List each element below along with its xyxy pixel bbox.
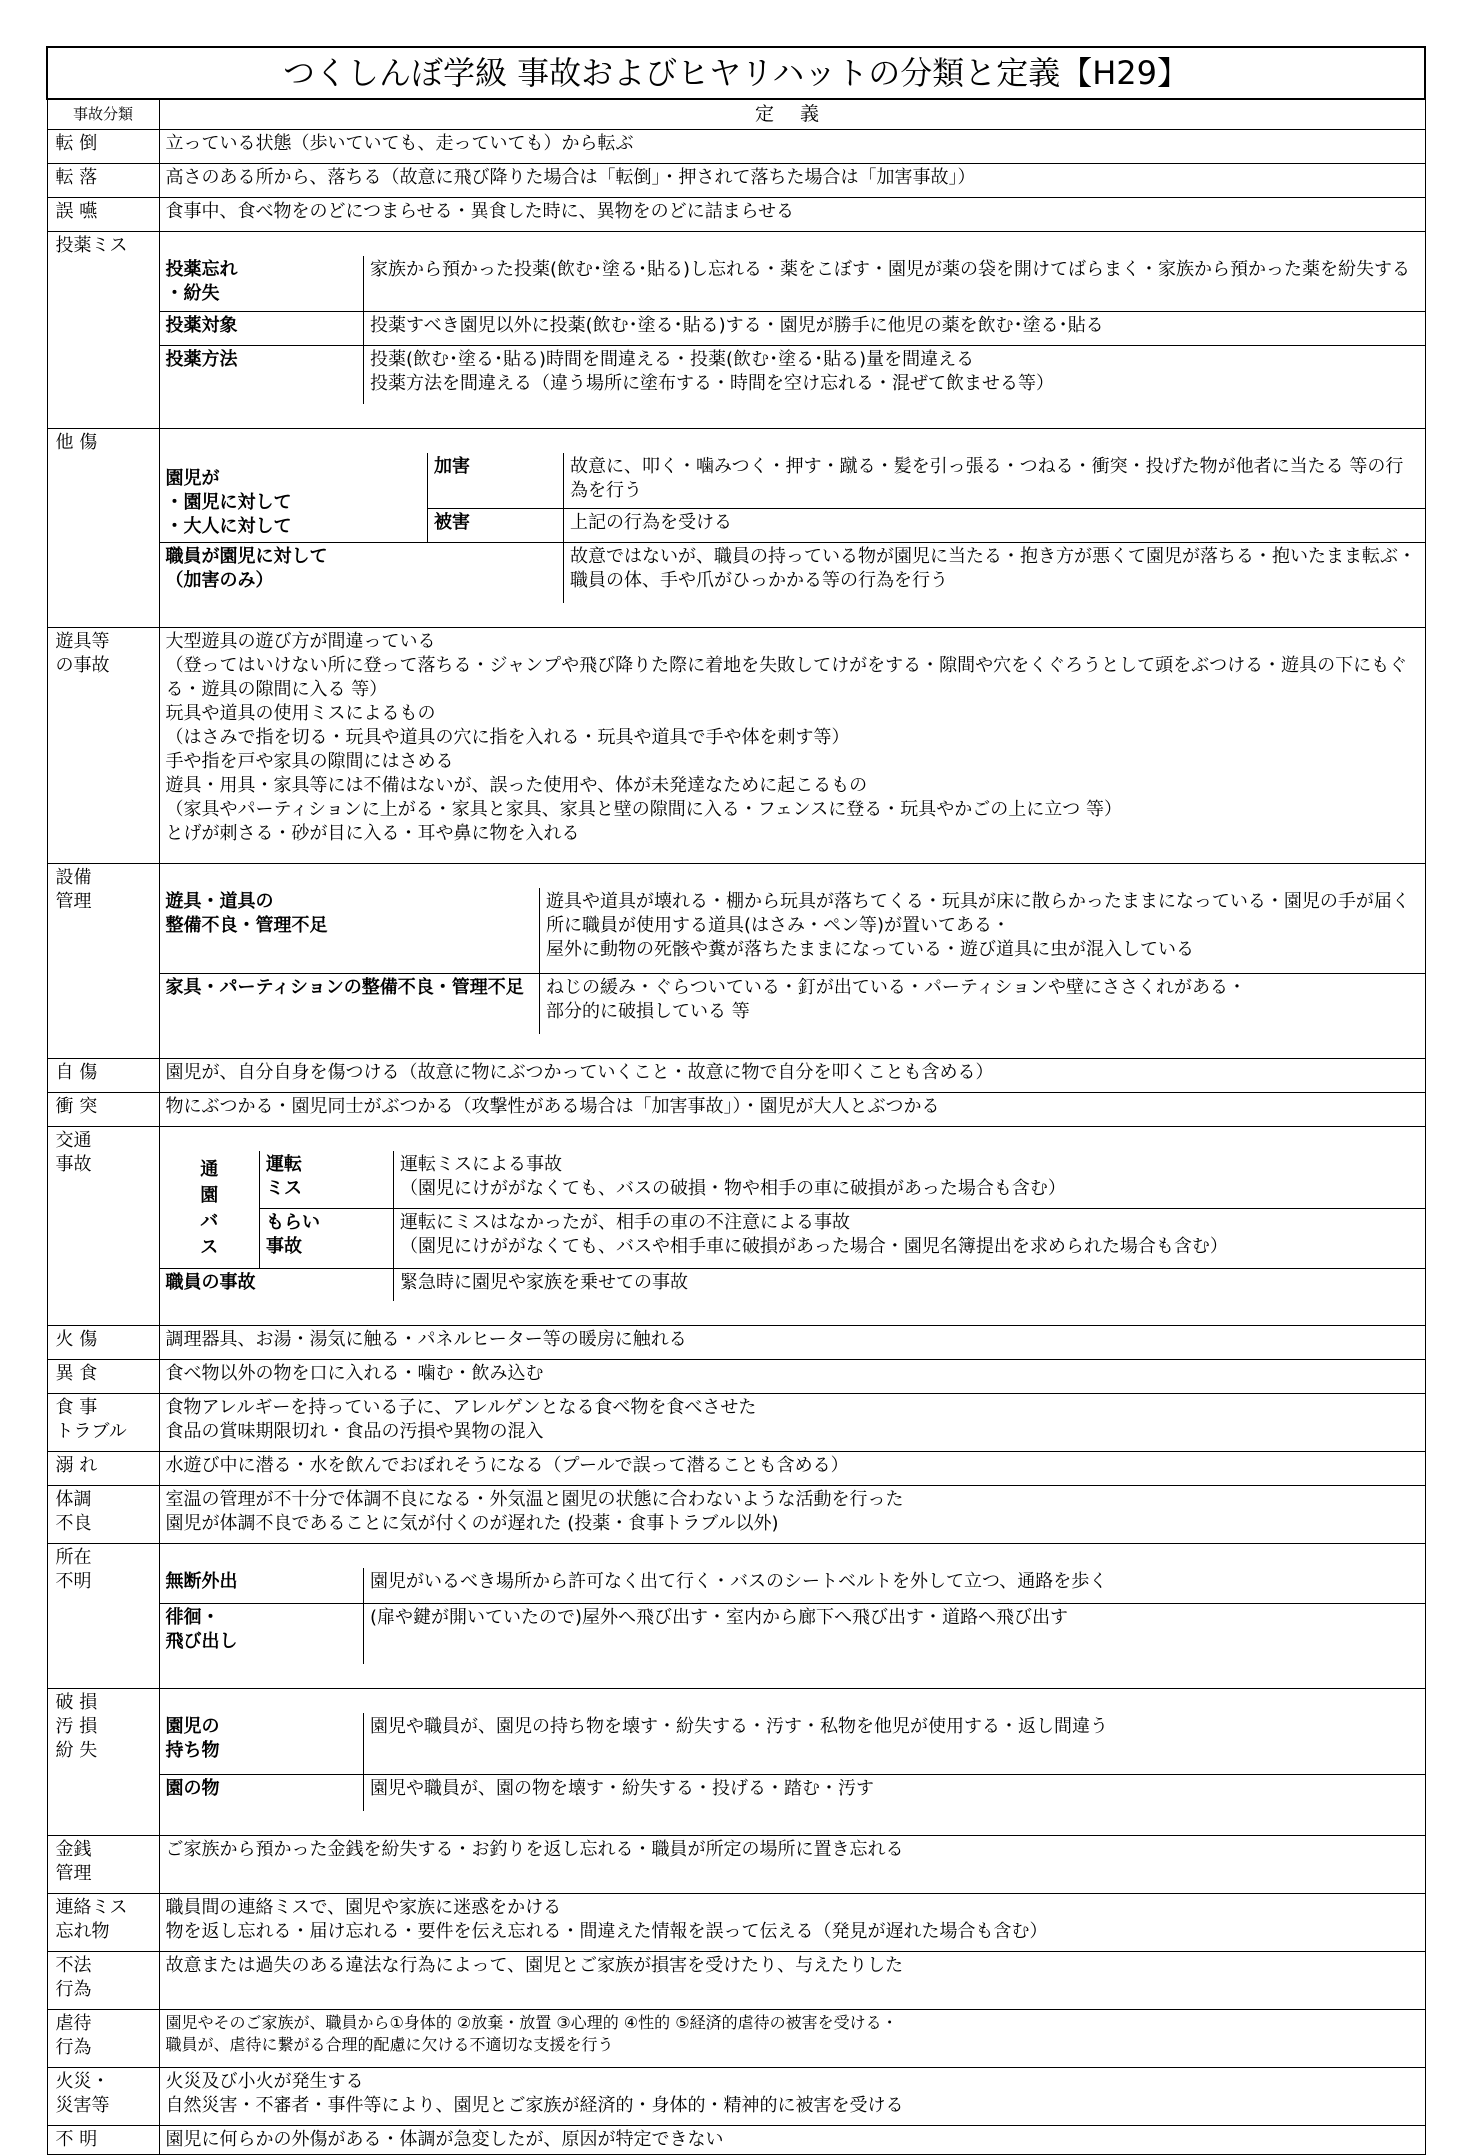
definition-kasai: 火災及び小火が発生する 自然災害・不審者・事件等により、園児とご家族が経済的・身体的・精神的に被害を受ける <box>159 2067 1425 2125</box>
definition-dekishi: 水遊び中に潜る・水を飲んでおぼれそうになる（プールで誤って潜ることも含める） <box>159 1451 1425 1485</box>
setsubi-def-kagu: ねじの緩み・ぐらついている・釘が出ている・パーティションや壁にささくれがある・ 部分的に破損している 等 <box>540 974 1425 1034</box>
touyaku-def-taishou: 投薬すべき園児以外に投薬(飲む･塗る･貼る)する・園児が勝手に他児の薬を飲む･塗る･貼る <box>364 312 1425 346</box>
touyaku-def-wasure: 家族から預かった投薬(飲む･塗る･貼る)し忘れる・薬をこぼす・園児が薬の袋を開けてばらまく・家族から預かった薬を紛失する <box>364 256 1425 312</box>
touyaku-subtable <box>159 231 1425 428</box>
hason-def-en: 園児や職員が、園の物を壊す・紛失する・投げる・踏む・汚す <box>364 1775 1425 1811</box>
category-taichou: 体調 不良 <box>47 1485 159 1543</box>
category-kashou: 火 傷 <box>47 1325 159 1359</box>
definition-fuhou: 故意または過失のある違法な行為によって、園児とご家族が損害を受けたり、与えたりした <box>159 1951 1425 2009</box>
setsubi-label-kagu: 家具・パーティションの整備不良・管理不足 <box>160 974 540 1034</box>
classification-document <box>46 46 1426 2150</box>
category-setsubi: 設備 管理 <box>47 863 159 1058</box>
shozai-def-mudan: 園児がいるべき場所から許可なく出て行く・バスのシートベルトを外して立つ、通路を歩く <box>364 1568 1425 1604</box>
touyaku-label-wasure: 投薬忘れ ・紛失 <box>160 256 364 312</box>
category-tenraku: 転 落 <box>47 163 159 197</box>
category-kasai: 火災・ 災害等 <box>47 2067 159 2125</box>
header-definition: 定 義 <box>159 99 1425 129</box>
koutsuu-subtable <box>159 1126 1425 1325</box>
shozai-subtable <box>159 1543 1425 1688</box>
category-shokuji: 食 事 トラブル <box>47 1393 159 1451</box>
category-fumei: 不 明 <box>47 2125 159 2154</box>
setsubi-subtable <box>159 863 1425 1058</box>
definition-kashou: 調理器具、お湯・湯気に触る・パネルヒーター等の暖房に触れる <box>159 1325 1425 1359</box>
header-category: 事故分類 <box>47 99 159 129</box>
category-shoutotsu: 衝 突 <box>47 1092 159 1126</box>
definition-jishou: 園児が、自分自身を傷つける（故意に物にぶつかっていくこと・故意に物で自分を叩くことも含める） <box>159 1058 1425 1092</box>
tashou-label-higai: 被害 <box>428 509 564 543</box>
classification-table <box>46 46 1426 2155</box>
touyaku-def-houhou: 投薬(飲む･塗る･貼る)時間を間違える・投薬(飲む･塗る･貼る)量を間違える 投薬方法を間違える（違う場所に塗布する・時間を空け忘れる・混ぜて飲ませる等） <box>364 346 1425 404</box>
koutsuu-staff-def: 緊急時に園児や家族を乗せての事故 <box>394 1269 1425 1301</box>
definition-kinsen: ご家族から預かった金銭を紛失する・お釣りを返し忘れる・職員が所定の場所に置き忘れる <box>159 1835 1425 1893</box>
category-shozai: 所在 不明 <box>47 1543 159 1688</box>
koutsuu-staff-label: 職員の事故 <box>160 1269 394 1301</box>
koutsuu-label-morai: もらい 事故 <box>260 1209 394 1269</box>
category-fuhou: 不法 行為 <box>47 1951 159 2009</box>
setsubi-label-yuugu: 遊具・道具の 整備不良・管理不足 <box>160 888 540 974</box>
category-yuugu: 遊具等 の事故 <box>47 627 159 863</box>
definition-yuugu: 大型遊具の遊び方が間違っている （登ってはいけない所に登って落ちる・ジャンプや飛び降りた際に着地を失敗してけがをする・隙間や穴をくぐろうとして頭をぶつける・遊具の下にもぐる・遊具の隙間に入る 等） 玩具や道具の使用ミスによるもの （はさみで指を切る・玩具や道具の穴に指を入れる・玩具や道具で手や体を刺す等） 手や指を戸や家具の隙間にはさめる 遊具・用具・家具等には不備はないが、誤った使用や、体が未発達なために起こるもの （家具やパーティションに上がる・家具と家具、家具と壁の隙間に入る・フェンスに登る・玩具やかごの上に立つ 等） とげが刺さる・砂が目に入る・耳や鼻に物を入れる <box>159 627 1425 863</box>
hason-label-jimochi: 園児の 持ち物 <box>160 1713 364 1775</box>
category-tashou: 他 傷 <box>47 428 159 627</box>
category-renraku: 連絡ミス 忘れ物 <box>47 1893 159 1951</box>
definition-goen: 食事中、食べ物をのどにつまらせる・異食した時に、異物をのどに詰まらせる <box>159 197 1425 231</box>
definition-renraku: 職員間の連絡ミスで、園児や家族に迷惑をかける 物を返し忘れる・届け忘れる・要件を伝え忘れる・間違えた情報を誤って伝える（発見が遅れた場合も含む） <box>159 1893 1425 1951</box>
definition-tenraku: 高さのある所から、落ちる（故意に飛び降りた場合は「転倒」・押されて落ちた場合は「加害事故」） <box>159 163 1425 197</box>
category-dekishi: 溺 れ <box>47 1451 159 1485</box>
touyaku-label-taishou: 投薬対象 <box>160 312 364 346</box>
hason-label-en: 園の物 <box>160 1775 364 1811</box>
tashou-def-higai: 上記の行為を受ける <box>564 509 1425 543</box>
tashou-subtable <box>159 428 1425 627</box>
touyaku-label-houhou: 投薬方法 <box>160 346 364 404</box>
shozai-label-haikai: 徘徊・ 飛び出し <box>160 1604 364 1664</box>
category-koutsuu: 交通 事故 <box>47 1126 159 1325</box>
koutsuu-bus-label: 通 園 バ ス <box>160 1151 260 1269</box>
koutsuu-label-unten: 運転 ミス <box>260 1151 394 1209</box>
category-goen: 誤 嚥 <box>47 197 159 231</box>
koutsuu-def-unten: 運転ミスによる事故 （園児にけががなくても、バスの破損・物や相手の車に破損があった場合も含む） <box>394 1151 1425 1209</box>
category-gyakutai: 虐待 行為 <box>47 2009 159 2067</box>
definition-gyakutai: 園児やそのご家族が、職員から①身体的 ②放棄・放置 ③心理的 ④性的 ⑤経済的虐待の被害を受ける・ 職員が、虐待に繋がる合理的配慮に欠ける不適切な支援を行う <box>159 2009 1425 2067</box>
category-hason: 破 損 汚 損 紛 失 <box>47 1688 159 1835</box>
koutsuu-def-morai: 運転にミスはなかったが、相手の車の不注意による事故 （園児にけががなくても、バスや相手車に破損があった場合・園児名簿提出を求められた場合も含む） <box>394 1209 1425 1269</box>
definition-ishoku: 食べ物以外の物を口に入れる・噛む・飲み込む <box>159 1359 1425 1393</box>
document-title: つくしんぼ学級 事故およびヒヤリハットの分類と定義【H29】 <box>47 47 1425 99</box>
tashou-def-kagai: 故意に、叩く・噛みつく・押す・蹴る・髪を引っ張る・つねる・衝突・投げた物が他者に当たる 等の行為を行う <box>564 453 1425 509</box>
tashou-group-label: 園児が ・園児に対して ・大人に対して <box>160 453 428 543</box>
tashou-label-kagai: 加害 <box>428 453 564 509</box>
category-jishou: 自 傷 <box>47 1058 159 1092</box>
hason-subtable <box>159 1688 1425 1835</box>
tashou-staff-def: 故意ではないが、職員の持っている物が園児に当たる・抱き方が悪くて園児が落ちる・抱いたまま転ぶ・職員の体、手や爪がひっかかる等の行為を行う <box>564 543 1425 603</box>
category-touyaku: 投薬ミス <box>47 231 159 428</box>
tashou-staff-label: 職員が園児に対して （加害のみ） <box>160 543 564 603</box>
definition-tentou: 立っている状態（歩いていても、走っていても）から転ぶ <box>159 129 1425 163</box>
definition-taichou: 室温の管理が不十分で体調不良になる・外気温と園児の状態に合わないような活動を行った 園児が体調不良であることに気が付くのが遅れた (投薬・食事トラブル以外) <box>159 1485 1425 1543</box>
definition-shoutotsu: 物にぶつかる・園児同士がぶつかる（攻撃性がある場合は「加害事故」）・園児が大人とぶつかる <box>159 1092 1425 1126</box>
definition-fumei: 園児に何らかの外傷がある・体調が急変したが、原因が特定できない <box>159 2125 1425 2154</box>
shozai-def-haikai: (扉や鍵が開いていたので)屋外へ飛び出す・室内から廊下へ飛び出す・道路へ飛び出す <box>364 1604 1425 1664</box>
category-tentou: 転 倒 <box>47 129 159 163</box>
hason-def-jimochi: 園児や職員が、園児の持ち物を壊す・紛失する・汚す・私物を他児が使用する・返し間違う <box>364 1713 1425 1775</box>
setsubi-def-yuugu: 遊具や道具が壊れる・棚から玩具が落ちてくる・玩具が床に散らかったままになっている・園児の手が届く所に職員が使用する道具(はさみ・ペン等)が置いてある・ 屋外に動物の死骸や糞が落ちたままになっている・遊び道具に虫が混入している <box>540 888 1425 974</box>
category-kinsen: 金銭 管理 <box>47 1835 159 1893</box>
definition-shokuji: 食物アレルギーを持っている子に、アレルゲンとなる食べ物を食べさせた 食品の賞味期限切れ・食品の汚損や異物の混入 <box>159 1393 1425 1451</box>
shozai-label-mudan: 無断外出 <box>160 1568 364 1604</box>
category-ishoku: 異 食 <box>47 1359 159 1393</box>
